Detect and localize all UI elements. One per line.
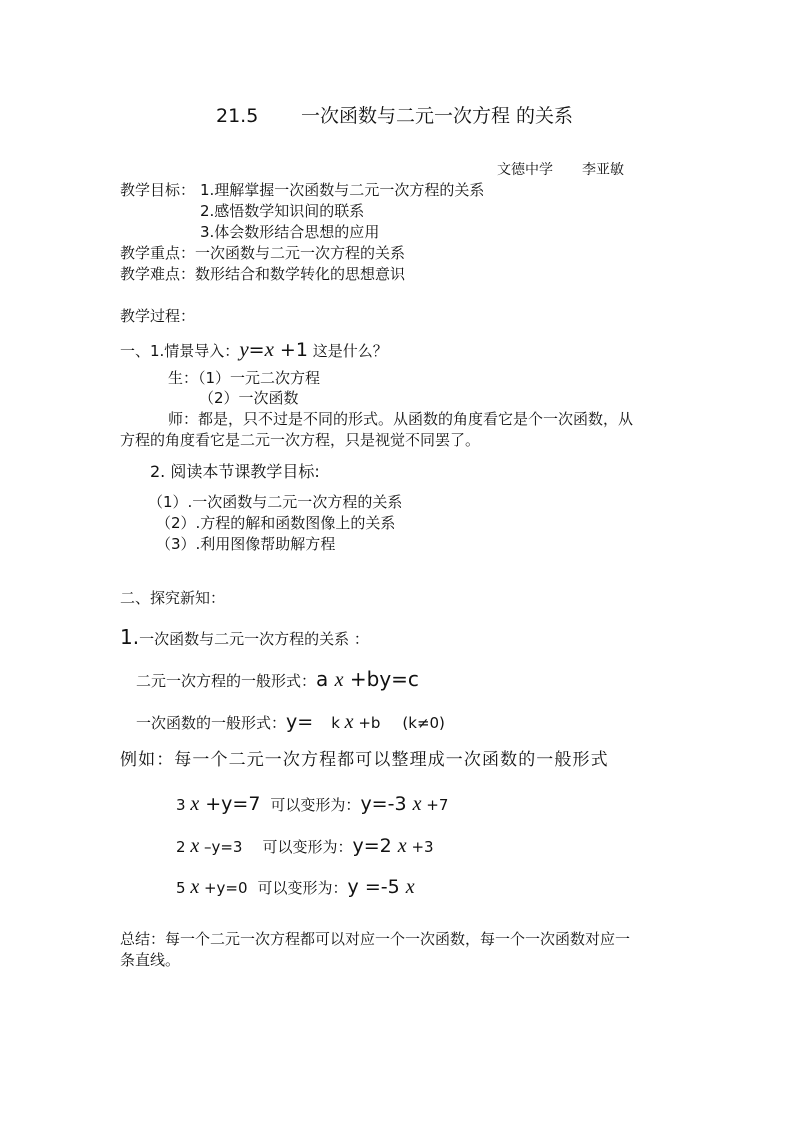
goal-item: （2）.方程的解和函数图像上的关系 xyxy=(156,514,396,532)
intro-question: 这是什么？ xyxy=(307,342,388,360)
example-mid: 可以变形为： xyxy=(262,838,353,856)
example-x: x xyxy=(412,793,422,815)
equation-y: y xyxy=(239,337,249,361)
intro-line xyxy=(120,339,388,361)
equation-general-form xyxy=(136,669,419,691)
example-lhs: 5 xyxy=(176,879,191,897)
example-lhs: 3 xyxy=(176,796,191,814)
subsection-text: 一次函数与二元一次方程的关系 ： xyxy=(139,630,369,648)
teacher-remark: 方程的角度看它是二元一次方程，只是视觉不同罢了。 xyxy=(120,431,481,449)
lesson-title: 一次函数与二元一次方程 的关系 xyxy=(301,105,574,127)
example-lhs-rest: +y=7 xyxy=(199,793,261,815)
example-lhs: 2 xyxy=(176,838,191,856)
difficulty: 教学难点：数形结合和数学转化的思想意识 xyxy=(120,265,406,283)
key-point: 教学重点：一次函数与二元一次方程的关系 xyxy=(120,244,406,262)
example-rhs-rest: +3 xyxy=(406,838,434,856)
author-name: 李亚敏 xyxy=(582,162,624,178)
example-row xyxy=(176,877,415,898)
section2-heading: 二、探究新知： xyxy=(120,589,226,607)
summary-line: 条直线。 xyxy=(120,951,181,969)
example-mid: 可以变形为： xyxy=(257,879,348,897)
example-rhs: y =-5 xyxy=(347,876,406,898)
summary-line: 总结：每一个二元一次方程都可以对应一个一次函数，每一个一次函数对应一 xyxy=(120,930,631,948)
objective-item: 2.感悟数学知识间的联系 xyxy=(200,202,365,220)
objective-item: 3.体会数形结合思想的应用 xyxy=(200,223,380,241)
example-lhs-rest: +y=0 xyxy=(199,879,248,897)
form-y: y= xyxy=(286,711,314,733)
school-name: 文德中学 xyxy=(497,162,553,178)
equation-eq: = xyxy=(248,339,265,361)
example-rhs-rest: +7 xyxy=(421,796,449,814)
form-x: x xyxy=(334,669,344,691)
form-k: k xyxy=(331,714,345,732)
example-row xyxy=(176,836,434,857)
example-text: 例如：每一个二元一次方程都可以整理成一次函数的一般形式 xyxy=(120,750,609,770)
example-rhs: y=-3 xyxy=(360,793,413,815)
equation-tail: +1 xyxy=(273,339,308,361)
form-rest: +by=c xyxy=(343,667,419,691)
objectives-label: 教学目标： xyxy=(120,181,196,199)
teacher-remark: 师：都是，只不过是不同的形式。从函数的角度看它是个一次函数，从 xyxy=(168,410,634,428)
example-x: x xyxy=(397,835,407,857)
form-coef: a xyxy=(316,667,335,691)
process-label: 教学过程： xyxy=(120,307,196,325)
form-condition: (k≠0) xyxy=(402,714,445,732)
reading-heading: 2. 阅读本节课教学目标: xyxy=(150,462,320,481)
lesson-number: 21.5 xyxy=(216,105,259,127)
function-general-form xyxy=(136,712,445,733)
intro-prefix: 一、1.情景导入： xyxy=(120,342,240,360)
example-lhs-rest: –y=3 xyxy=(199,838,243,856)
example-x: x xyxy=(405,876,415,898)
equation-x: x xyxy=(264,337,274,361)
form-x: x xyxy=(344,711,354,733)
example-x: x xyxy=(190,876,200,898)
form-label: 二元一次方程的一般形式： xyxy=(136,672,317,690)
form-b: +b xyxy=(353,714,381,732)
student-answer: 生：（1）一元二次方程 xyxy=(168,369,321,387)
goal-item: （1）.一次函数与二元一次方程的关系 xyxy=(148,493,403,511)
objective-item: 1.理解掌握一次函数与二元一次方程的关系 xyxy=(200,181,485,199)
form-label: 一次函数的一般形式： xyxy=(136,714,287,732)
goal-item: （3）.利用图像帮助解方程 xyxy=(156,535,336,553)
subsection-heading xyxy=(120,627,369,649)
student-answer: （2）一次函数 xyxy=(199,389,299,407)
example-x: x xyxy=(190,793,200,815)
example-row xyxy=(176,794,448,815)
example-mid: 可以变形为： xyxy=(270,796,361,814)
example-x: x xyxy=(190,835,200,857)
subsection-number: 1. xyxy=(120,625,140,649)
example-rhs: y=2 xyxy=(352,835,398,857)
